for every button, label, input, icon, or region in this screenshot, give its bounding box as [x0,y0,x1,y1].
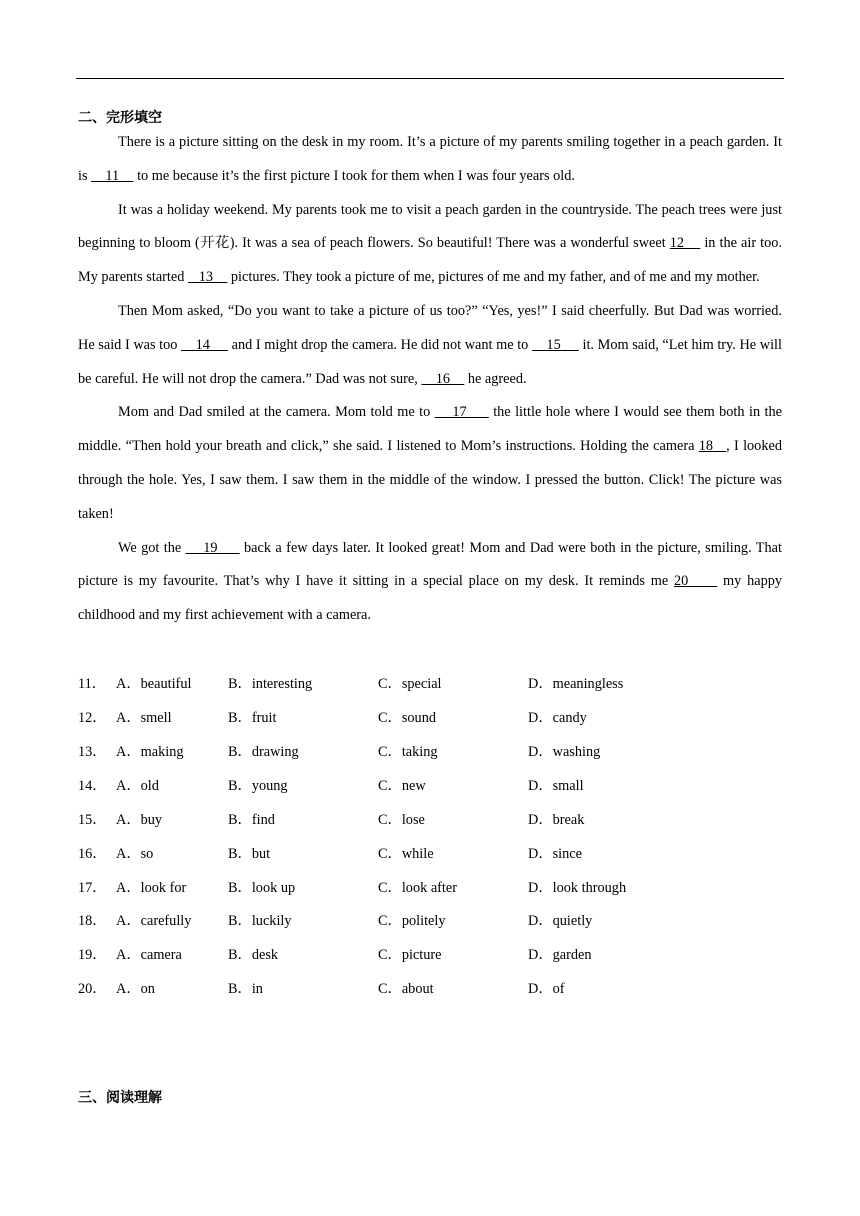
section-heading-reading: 三、阅读理解 [78,1090,162,1106]
passage-paragraph [78,295,782,396]
option-a[interactable]: A．buy [116,812,163,828]
option-a[interactable]: A．so [116,846,154,862]
option-c[interactable]: C．while [378,846,434,862]
passage-paragraph [78,532,782,633]
passage-text: back a few days later. It looked great! Mom and Dad were both in the picture, smiling. That picture is my favourite. That’s why I have it sitting in a special place on my desk. It reminds me [78,539,782,590]
option-b[interactable]: B．young [228,778,288,794]
passage-text: to me because it’s the first picture I took for them when I was four years old. [133,167,575,184]
passage-text: We got the [118,539,186,556]
cloze-passage [78,126,782,633]
option-c[interactable]: C．picture [378,947,442,963]
question-row [78,708,778,728]
option-d[interactable]: D．washing [528,744,601,760]
option-d[interactable]: D．garden [528,947,592,963]
blank-18: 18 [698,438,727,455]
question-row [78,878,778,898]
option-b[interactable]: B．luckily [228,913,292,929]
question-number: 20． [78,981,107,997]
question-row [78,810,778,830]
question-row [78,911,778,931]
option-c[interactable]: C．special [378,676,442,692]
option-b[interactable]: B．but [228,846,271,862]
option-d[interactable]: D．quietly [528,913,593,929]
blank-12: 12 [669,235,701,252]
passage-text: , I looked through the hole. Yes, I saw them. I saw them in the middle of the window. I pressed the button. Click! The picture was taken! [78,438,782,522]
option-d[interactable]: D．small [528,778,584,794]
blank-17: 17 [434,404,489,421]
passage-text: pictures. They took a picture of me, pictures of me and my father, and of me and my mother. [227,269,760,286]
passage-paragraph [78,396,782,531]
option-a[interactable]: A．carefully [116,913,192,929]
option-b[interactable]: B．fruit [228,710,277,726]
option-a[interactable]: A．on [116,981,155,997]
question-number: 13． [78,744,107,760]
option-d[interactable]: D．meaningless [528,676,624,692]
question-row [78,674,778,694]
question-row [78,844,778,864]
option-a[interactable]: A．smell [116,710,172,726]
option-d[interactable]: D．since [528,846,582,862]
option-a[interactable]: A．making [116,744,184,760]
option-c[interactable]: C．politely [378,913,446,929]
passage-paragraph [78,194,782,295]
question-number: 18． [78,913,107,929]
blank-14: 14 [181,336,228,353]
option-c[interactable]: C．new [378,778,426,794]
option-b[interactable]: B．drawing [228,744,299,760]
passage-text: my happy childhood and my first achievement with a camera. [78,573,783,624]
question-number: 12． [78,710,107,726]
option-d[interactable]: D．of [528,981,565,997]
question-row [78,742,778,762]
passage-text: Then Mom asked, “Do you want to take a picture of us too?” “Yes, yes!” I said cheerfully. But Dad was worried. He said I was too [78,302,782,353]
question-row [78,979,778,999]
blank-20: 20 [673,573,718,590]
header-rule [76,78,784,79]
option-b[interactable]: B．desk [228,947,279,963]
option-d[interactable]: D．break [528,812,585,828]
option-b[interactable]: B．in [228,981,263,997]
blank-16: 16 [421,370,465,387]
passage-text: and I might drop the camera. He did not want me to [227,336,532,353]
option-a[interactable]: A．look for [116,880,187,896]
option-a[interactable]: A．old [116,778,159,794]
passage-text: in the air too. My parents started [78,235,782,286]
option-b[interactable]: B．interesting [228,676,313,692]
option-b[interactable]: B．look up [228,880,296,896]
question-number: 19． [78,947,107,963]
question-number: 16． [78,846,107,862]
blank-13: 13 [187,269,228,286]
passage-paragraph [78,126,782,194]
passage-text: It was a holiday weekend. My parents took me to visit a peach garden in the countryside. The peach trees were just beginning to bloom (开花). It was a sea of peach flowers. So beautiful! There was a wonderful sweet [78,201,782,252]
option-c[interactable]: C．lose [378,812,425,828]
blank-15: 15 [531,336,579,353]
blank-11: 11 [91,167,134,184]
question-number: 11． [78,676,107,692]
question-number: 14． [78,778,107,794]
passage-text: the little hole where I would see them both in the middle. “Then hold your breath and click,” she said. I listened to Mom’s instructions. Holding the camera [78,404,782,455]
option-c[interactable]: C．look after [378,880,458,896]
section-heading-cloze: 二、完形填空 [78,110,162,126]
question-row [78,776,778,796]
option-a[interactable]: A．camera [116,947,182,963]
option-d[interactable]: D．look through [528,880,627,896]
option-c[interactable]: C．taking [378,744,438,760]
option-a[interactable]: A．beautiful [116,676,192,692]
question-number: 15． [78,812,107,828]
option-c[interactable]: C．sound [378,710,436,726]
option-d[interactable]: D．candy [528,710,587,726]
passage-text: Mom and Dad smiled at the camera. Mom told me to [118,404,435,421]
passage-text: it. Mom said, “Let him try. He will be careful. He will not drop the camera.” Dad was not sure, [78,336,783,387]
option-c[interactable]: C．about [378,981,434,997]
blank-19: 19 [185,539,240,556]
option-b[interactable]: B．find [228,812,275,828]
question-number: 17． [78,880,107,896]
passage-text: There is a picture sitting on the desk in my room. It’s a picture of my parents smiling together in a peach garden. It is [78,134,782,184]
passage-text: he agreed. [464,370,527,387]
question-row [78,945,778,965]
